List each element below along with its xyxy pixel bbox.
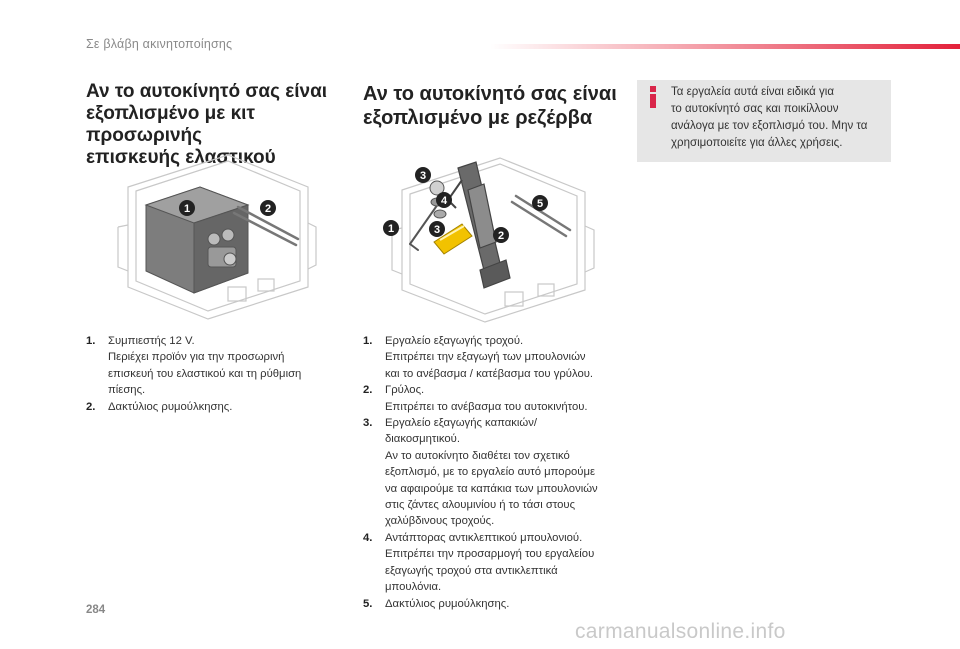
item-line: Επιτρέπει την εξαγωγή των μπουλονιών (385, 351, 586, 364)
info-line: ανάλογα με τον εξοπλισμό του. Μην τα (671, 120, 868, 132)
item-number: 3. (363, 417, 373, 430)
item-line: εξαγωγής τροχού στα αντικλεπτικά (385, 564, 558, 577)
callout-label: 2 (497, 230, 505, 242)
list-item (363, 333, 643, 382)
item-line: Δακτύλιος ρυμούλκησης. (108, 400, 233, 413)
callout-label: 3 (433, 224, 441, 236)
item-line: Δακτύλιος ρυμούλκησης. (385, 597, 510, 610)
item-number: 4. (363, 531, 373, 544)
spare-wheel-item-list (363, 333, 643, 612)
info-line: χρησιμοποιείτε για άλλες χρήσεις. (671, 137, 843, 149)
info-icon (649, 86, 657, 108)
list-item (363, 530, 643, 596)
callout-label: 1 (387, 223, 395, 235)
item-line: Περιέχει προϊόν για την προσωρινή (108, 351, 285, 364)
heading-line: Αν το αυτοκίνητό σας είναι (363, 83, 617, 105)
callout-label: 3 (419, 170, 427, 182)
heading-spare-wheel (363, 82, 633, 130)
repair-kit-illustration (108, 147, 318, 322)
spare-wheel-tools-illustration (380, 150, 600, 325)
item-line: Επιτρέπει το ανέβασμα του αυτοκινήτου. (385, 400, 588, 413)
section-title: Σε βλάβη ακινητοποίησης (86, 37, 233, 51)
callout-label: 2 (264, 203, 272, 215)
item-line: Γρύλος. (385, 384, 425, 397)
list-item (363, 596, 643, 612)
list-item (363, 415, 643, 530)
info-line: Τα εργαλεία αυτά είναι ειδικά για (671, 86, 834, 98)
item-line: διακοσμητικού. (385, 433, 460, 446)
item-line: Εργαλείο εξαγωγής καπακιών/ (385, 417, 538, 430)
repair-kit-item-list (86, 333, 336, 415)
page-number: 284 (86, 604, 106, 616)
heading-line: Αν το αυτοκίνητό σας είναι (86, 81, 328, 102)
item-line: να αφαιρούμε τα καπάκια των μπουλονιών (385, 482, 598, 495)
item-line: Αντάπτορας αντικλεπτικού μπουλονιού. (385, 531, 583, 544)
item-line: επισκευή του ελαστικού και τη ρύθμιση (108, 367, 302, 380)
item-line: πίεσης. (108, 384, 146, 397)
item-number: 2. (363, 384, 373, 397)
item-line: και το ανέβασμα / κατέβασμα του γρύλου. (385, 367, 594, 380)
item-line: χαλύβδινους τροχούς. (385, 515, 495, 528)
callout-label: 1 (183, 203, 191, 215)
callout-label: 4 (440, 195, 448, 207)
callout-label: 5 (536, 198, 544, 210)
item-line: στις ζάντες αλουμινίου ή το τάσι στους (385, 499, 576, 512)
item-number: 2. (86, 400, 96, 413)
header-accent-bar (490, 44, 960, 49)
info-note (637, 80, 891, 162)
list-item (86, 333, 336, 399)
item-line: μπουλόνια. (385, 581, 442, 594)
item-number: 1. (363, 335, 373, 347)
item-line: Συμπιεστής 12 V. (108, 335, 195, 347)
item-line: Εργαλείο εξαγωγής τροχού. (385, 335, 524, 347)
watermark-text: carmanualsonline.info (575, 620, 786, 643)
list-item (363, 382, 643, 415)
heading-line: εξοπλισμένο με ρεζέρβα (363, 107, 593, 129)
list-item (86, 399, 336, 415)
item-line: εξοπλισμό, με το εργαλείο αυτό μπορούμε (385, 466, 596, 479)
info-text (671, 84, 885, 152)
info-line: το αυτοκίνητό σας και ποικίλλουν (671, 103, 839, 115)
item-number: 1. (86, 335, 96, 347)
item-line: Επιτρέπει την προσαρμογή του εργαλείου (385, 548, 595, 561)
heading-line: επισκευής ελαστικού (86, 147, 276, 168)
item-number: 5. (363, 597, 373, 610)
item-line: Αν το αυτοκίνητο διαθέτει τον σχετικό (385, 449, 570, 462)
heading-line: εξοπλισμένο με κιτ προσωρινής (86, 103, 255, 146)
